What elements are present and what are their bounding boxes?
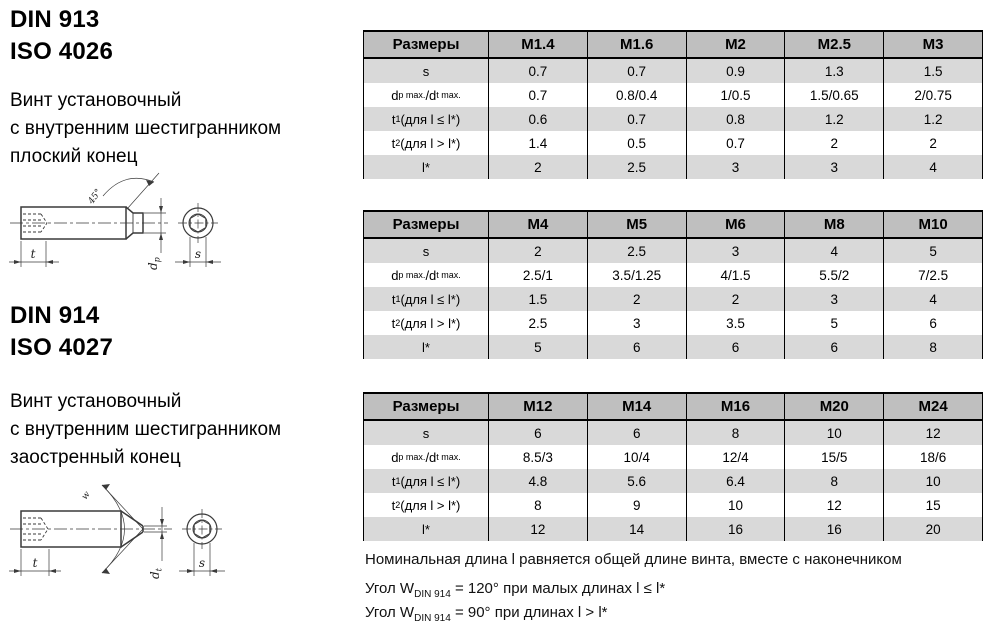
row-label: t 1 (для l ≤ l*)	[391, 111, 461, 127]
row-label: l*	[422, 159, 430, 175]
dp-dimension	[144, 198, 166, 270]
table-row	[364, 155, 982, 179]
t-dimension	[9, 549, 61, 576]
table-row	[364, 263, 982, 287]
value-cell: 2.5	[587, 239, 686, 263]
value-cell: 4	[784, 239, 883, 263]
angle-note-120: Угол $W_{DIN 914} = 120^\circ$ при малых длинах l ≤ l*	[365, 580, 666, 600]
table-row	[364, 107, 982, 131]
value-cell: 0.7	[587, 107, 686, 131]
value-cell: 6	[883, 311, 982, 335]
din-number: DIN 914	[10, 302, 100, 329]
value-cell: 1/0.5	[686, 83, 785, 107]
value-cell: 4	[883, 155, 982, 179]
subscript: 2	[395, 499, 401, 510]
column-header: M2	[686, 32, 785, 57]
row-label: t 2 (для l > l*)	[391, 315, 461, 331]
screw-end-view	[175, 203, 221, 267]
screw-side-view	[9, 173, 168, 270]
dt-dimension	[144, 507, 167, 579]
subscript: 2	[395, 317, 401, 328]
value-cell: 0.7	[686, 131, 785, 155]
value-cell: 5.6	[587, 469, 686, 493]
value-cell: 5	[784, 311, 883, 335]
dimensions-header: Размеры	[392, 216, 460, 233]
table-row	[364, 131, 982, 155]
iso-number: ISO 4026	[10, 38, 114, 65]
value-cell: 2	[686, 287, 785, 311]
s-dim-label: s	[198, 556, 206, 570]
din913-technical-drawing	[6, 167, 238, 289]
row-label: l*	[422, 521, 430, 537]
row-label: s	[422, 243, 430, 259]
value-cell: 5.5/2	[784, 263, 883, 287]
subscript: p max.	[398, 269, 426, 280]
value-cell: 1.3	[784, 59, 883, 83]
row-label: d p max. /d t max.	[391, 87, 461, 103]
angle-w-label: w	[80, 489, 93, 502]
value-cell: 8	[784, 469, 883, 493]
value-cell: 3	[686, 239, 785, 263]
value-cell: 0.7	[488, 59, 587, 83]
value-cell: 6	[587, 335, 686, 359]
dt-dim-label: $d_t$	[148, 568, 164, 579]
screw-description-flat	[10, 87, 281, 171]
table-row	[364, 287, 982, 311]
screw-end-view	[179, 509, 225, 576]
size-table-m1.4-m3	[363, 30, 983, 179]
table-row	[364, 239, 982, 263]
value-cell: 0.8/0.4	[587, 83, 686, 107]
value-cell: 14	[587, 517, 686, 541]
t-dim-label: t	[30, 247, 36, 261]
table-row	[364, 517, 982, 541]
value-cell: 3	[686, 155, 785, 179]
value-cell: 2.5	[488, 311, 587, 335]
value-cell: 12	[488, 517, 587, 541]
table-row	[364, 493, 982, 517]
value-cell: 16	[686, 517, 785, 541]
value-cell: 0.5	[587, 131, 686, 155]
column-header: M6	[686, 212, 785, 237]
value-cell: 2	[488, 155, 587, 179]
row-label: s	[422, 63, 430, 79]
description-line: Винт установочный	[10, 391, 182, 412]
angle-note-90: Угол $W_{DIN 914} = 90^\circ$ при длинах l > l*	[365, 604, 608, 624]
value-cell: 2/0.75	[883, 83, 982, 107]
value-cell: 8	[883, 335, 982, 359]
row-label: t 2 (для l > l*)	[391, 497, 461, 513]
value-cell: 3	[784, 287, 883, 311]
subscript: p max.	[398, 451, 426, 462]
value-cell: 9	[587, 493, 686, 517]
table-header-row	[364, 210, 982, 239]
value-cell: 1.5	[488, 287, 587, 311]
angle-45-label: 45°	[86, 187, 105, 207]
table-header-row	[364, 30, 982, 59]
column-header: M20	[784, 394, 883, 419]
description-line: с внутренним шестигранником	[10, 118, 282, 139]
value-cell: 2.5/1	[488, 263, 587, 287]
screw-side-view	[9, 484, 172, 579]
value-cell: 10	[686, 493, 785, 517]
value-cell: 4.8	[488, 469, 587, 493]
subscript: DIN 914	[414, 589, 451, 600]
value-cell: 5	[883, 239, 982, 263]
value-cell: 2	[784, 131, 883, 155]
value-cell: 1.2	[784, 107, 883, 131]
column-header: M8	[784, 212, 883, 237]
value-cell: 10	[784, 421, 883, 445]
subscript: t max.	[436, 451, 461, 462]
standard-heading-din914	[10, 300, 113, 364]
value-cell: 0.7	[488, 83, 587, 107]
value-cell: 4/1.5	[686, 263, 785, 287]
table-row	[364, 335, 982, 359]
column-header: M1.6	[587, 32, 686, 57]
value-cell: 3	[587, 311, 686, 335]
value-cell: 2	[883, 131, 982, 155]
value-cell: 10	[883, 469, 982, 493]
value-cell: 15	[883, 493, 982, 517]
table-row	[364, 421, 982, 445]
table-header-row	[364, 392, 982, 421]
column-header: M1.4	[488, 32, 587, 57]
column-header: M5	[587, 212, 686, 237]
value-cell: 6	[784, 335, 883, 359]
nominal-length-note: Номинальная длина l равняется общей длине винта, вместе с наконечником	[365, 551, 902, 568]
chamfer-angle-annotation	[86, 173, 159, 209]
subscript: 2	[395, 137, 401, 148]
value-cell: 2	[587, 287, 686, 311]
value-cell: 8	[686, 421, 785, 445]
column-header: M2.5	[784, 32, 883, 57]
cone-angle-annotation	[80, 484, 143, 574]
column-header: M16	[686, 394, 785, 419]
size-table-m4-m10	[363, 210, 983, 359]
t-dimension	[9, 241, 59, 267]
row-label: s	[422, 425, 430, 441]
value-cell: 12	[883, 421, 982, 445]
value-cell: 12	[784, 493, 883, 517]
row-label: t 2 (для l > l*)	[391, 135, 461, 151]
value-cell: 15/5	[784, 445, 883, 469]
row-label: t 1 (для l ≤ l*)	[391, 473, 461, 489]
din-number: DIN 913	[10, 6, 100, 33]
value-cell: 6	[686, 335, 785, 359]
column-header: M24	[883, 394, 982, 419]
subscript: t max.	[436, 269, 461, 280]
row-label: l*	[422, 339, 430, 355]
value-cell: 0.7	[587, 59, 686, 83]
subscript: p max.	[398, 89, 426, 100]
description-line: плоский конец	[10, 146, 138, 167]
row-label: t 1 (для l ≤ l*)	[391, 291, 461, 307]
dimensions-header: Размеры	[392, 398, 460, 415]
subscript: t max.	[436, 89, 461, 100]
screw-description-cone	[10, 388, 281, 472]
value-cell: 5	[488, 335, 587, 359]
value-cell: 10/4	[587, 445, 686, 469]
value-cell: 0.9	[686, 59, 785, 83]
value-cell: 6	[587, 421, 686, 445]
value-cell: 1.4	[488, 131, 587, 155]
column-header: M3	[883, 32, 982, 57]
value-cell: 16	[784, 517, 883, 541]
table-row	[364, 469, 982, 493]
value-cell: 2.5	[587, 155, 686, 179]
value-cell: 0.6	[488, 107, 587, 131]
row-label: d p max. /d t max.	[391, 267, 461, 283]
subscript: 1	[395, 113, 401, 124]
t-dim-label: t	[32, 556, 38, 570]
description-line: Винт установочный	[10, 90, 182, 111]
column-header: M10	[883, 212, 982, 237]
row-label: d p max. /d t max.	[391, 449, 461, 465]
s-dim-label: s	[194, 247, 202, 261]
value-cell: 3.5/1.25	[587, 263, 686, 287]
table-row	[364, 445, 982, 469]
standard-heading-din913	[10, 4, 113, 68]
subscript: 1	[395, 475, 401, 486]
column-header: M14	[587, 394, 686, 419]
din914-technical-drawing	[6, 473, 238, 599]
description-line: заостренный конец	[10, 447, 181, 468]
value-cell: 7/2.5	[883, 263, 982, 287]
size-table-m12-m24	[363, 392, 983, 541]
value-cell: 18/6	[883, 445, 982, 469]
subscript: 1	[395, 293, 401, 304]
value-cell: 1.5/0.65	[784, 83, 883, 107]
table-row	[364, 83, 982, 107]
value-cell: 1.2	[883, 107, 982, 131]
value-cell: 3	[784, 155, 883, 179]
value-cell: 8.5/3	[488, 445, 587, 469]
value-cell: 8	[488, 493, 587, 517]
value-cell: 4	[883, 287, 982, 311]
value-cell: 2	[488, 239, 587, 263]
table-row	[364, 311, 982, 335]
column-header: M12	[488, 394, 587, 419]
value-cell: 6	[488, 421, 587, 445]
dp-dim-label: $d_p$	[146, 257, 162, 270]
iso-number: ISO 4027	[10, 334, 114, 361]
value-cell: 20	[883, 517, 982, 541]
value-cell: 12/4	[686, 445, 785, 469]
table-row	[364, 59, 982, 83]
column-header: M4	[488, 212, 587, 237]
value-cell: 6.4	[686, 469, 785, 493]
description-line: с внутренним шестигранником	[10, 419, 282, 440]
value-cell: 0.8	[686, 107, 785, 131]
value-cell: 3.5	[686, 311, 785, 335]
dimensions-header: Размеры	[392, 36, 460, 53]
subscript: DIN 914	[414, 613, 451, 624]
value-cell: 1.5	[883, 59, 982, 83]
